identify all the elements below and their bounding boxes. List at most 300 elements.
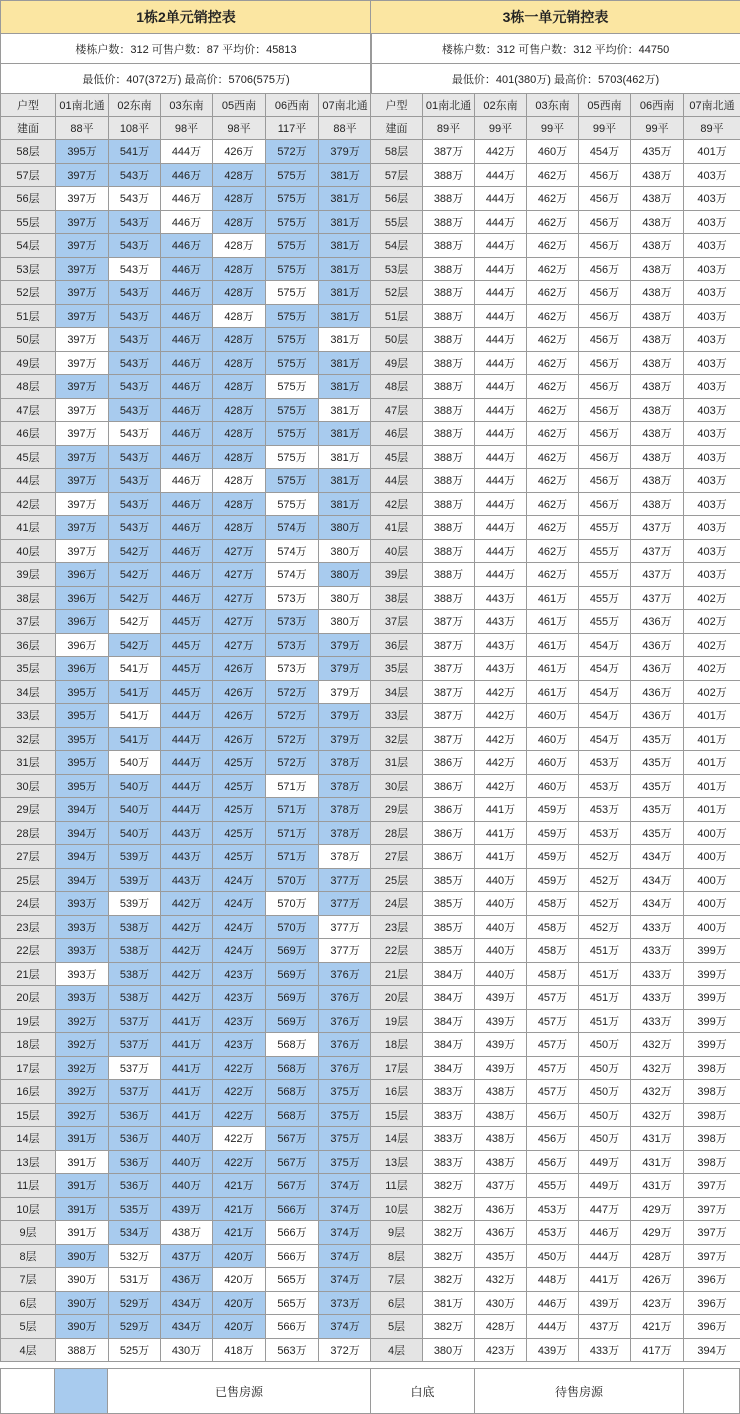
unit-price-sold: 428万 — [213, 328, 266, 352]
unit-price: 459万 — [527, 845, 579, 869]
unit-price-sold: 570万 — [266, 868, 319, 892]
unit-price-sold: 446万 — [161, 304, 213, 328]
unit-price-sold: 569万 — [266, 1009, 319, 1033]
unit-price-sold: 541万 — [109, 680, 161, 704]
unit-price: 444万 — [475, 328, 527, 352]
floor-label: 20层 — [1, 986, 56, 1010]
unit-price: 455万 — [579, 610, 631, 634]
floor-row — [371, 1197, 740, 1221]
unit-price-sold: 529万 — [109, 1315, 161, 1339]
unit-price: 444万 — [475, 281, 527, 305]
unit-price: 455万 — [579, 586, 631, 610]
unit-price: 444万 — [475, 210, 527, 234]
unit-price: 460万 — [527, 704, 579, 728]
unit-price: 461万 — [527, 680, 579, 704]
unit-price: 566万 — [266, 1244, 319, 1268]
unit-price: 388万 — [423, 469, 475, 493]
unit-price-sold: 440万 — [161, 1150, 213, 1174]
unit-price: 459万 — [527, 821, 579, 845]
unit-price: 403万 — [684, 210, 740, 234]
unit-price-sold: 571万 — [266, 845, 319, 869]
unit-price-sold: 425万 — [213, 845, 266, 869]
floor-label: 27层 — [1, 845, 56, 869]
unit-price-sold: 444万 — [161, 704, 213, 728]
floor-row — [1, 1056, 372, 1080]
floor-row — [1, 868, 372, 892]
unit-price-sold: 575万 — [266, 398, 319, 422]
unit-price: 381万 — [423, 1291, 475, 1315]
floor-row — [1, 915, 372, 939]
floor-label: 4层 — [371, 1338, 423, 1362]
floor-row — [1, 492, 372, 516]
unit-price: 440万 — [475, 892, 527, 916]
unit-price-sold: 573万 — [266, 610, 319, 634]
unit-price: 438万 — [475, 1150, 527, 1174]
unit-price: 462万 — [527, 304, 579, 328]
unit-price: 400万 — [684, 821, 740, 845]
floor-row — [1, 1127, 372, 1151]
unit-price-sold: 420万 — [213, 1315, 266, 1339]
unit-price: 447万 — [579, 1197, 631, 1221]
unit-price: 541万 — [109, 657, 161, 681]
unit-price-sold: 393万 — [56, 915, 109, 939]
unit-price: 423万 — [475, 1338, 527, 1362]
unit-price: 384万 — [423, 986, 475, 1010]
unit-price-sold: 441万 — [161, 1080, 213, 1104]
unit-price: 390万 — [56, 1268, 109, 1292]
unit-price-sold: 434万 — [161, 1291, 213, 1315]
unit-price-sold: 575万 — [266, 304, 319, 328]
unit-price-sold: 378万 — [319, 774, 372, 798]
unit-price-sold: 538万 — [109, 986, 161, 1010]
floor-row — [1, 1080, 372, 1104]
unit-price-sold: 542万 — [109, 586, 161, 610]
unit-price: 439万 — [475, 1056, 527, 1080]
unit-price-sold: 381万 — [319, 257, 372, 281]
floor-label: 23层 — [1, 915, 56, 939]
unit-price-sold: 396万 — [56, 586, 109, 610]
floor-row — [1, 210, 372, 234]
unit-price: 461万 — [527, 586, 579, 610]
unit-price: 444万 — [475, 539, 527, 563]
floor-label: 38层 — [371, 586, 423, 610]
legend-blank — [0, 1368, 55, 1414]
unit-price: 444万 — [475, 422, 527, 446]
unit-price: 434万 — [631, 868, 684, 892]
floor-row — [1, 328, 372, 352]
floor-row — [371, 163, 740, 187]
unit-price-sold: 537万 — [109, 1009, 161, 1033]
unit-price: 388万 — [56, 1338, 109, 1362]
floor-row — [371, 328, 740, 352]
unit-price: 444万 — [475, 257, 527, 281]
unit-price-sold: 572万 — [266, 727, 319, 751]
floor-label: 5层 — [1, 1315, 56, 1339]
floor-row — [371, 1150, 740, 1174]
unit-price: 431万 — [631, 1174, 684, 1198]
unit-type-col: 02东南 — [475, 94, 527, 117]
unit-price: 398万 — [684, 1056, 740, 1080]
floor-row — [1, 351, 372, 375]
unit-price-sold: 444万 — [161, 774, 213, 798]
unit-price: 442万 — [475, 140, 527, 164]
unit-price: 391万 — [56, 1221, 109, 1245]
unit-price-sold: 446万 — [161, 163, 213, 187]
unit-price: 382万 — [423, 1221, 475, 1245]
unit-price-sold: 381万 — [319, 304, 372, 328]
floor-row — [371, 821, 740, 845]
area-col: 99平 — [475, 117, 527, 140]
unit-price-sold: 571万 — [266, 821, 319, 845]
unit-price: 428万 — [213, 234, 266, 258]
floor-row — [1, 1315, 372, 1339]
unit-price: 431万 — [631, 1127, 684, 1151]
floor-label: 51层 — [371, 304, 423, 328]
unit-price: 388万 — [423, 234, 475, 258]
unit-price-sold: 540万 — [109, 774, 161, 798]
floor-label: 29层 — [1, 798, 56, 822]
unit-price-sold: 568万 — [266, 1056, 319, 1080]
unit-price-sold: 390万 — [56, 1315, 109, 1339]
unit-price-sold: 374万 — [319, 1221, 372, 1245]
unit-price-sold: 446万 — [161, 257, 213, 281]
unit-price-sold: 442万 — [161, 915, 213, 939]
unit-price-sold: 428万 — [213, 163, 266, 187]
unit-price: 436万 — [475, 1197, 527, 1221]
unit-price: 403万 — [684, 234, 740, 258]
unit-price: 444万 — [475, 469, 527, 493]
unit-price: 543万 — [109, 422, 161, 446]
unit-price-sold: 381万 — [319, 210, 372, 234]
unit-price: 436万 — [631, 657, 684, 681]
floor-row — [371, 351, 740, 375]
unit-price-sold: 543万 — [109, 492, 161, 516]
unit-type-col: 03东南 — [161, 94, 213, 117]
unit-type-col: 03东南 — [527, 94, 579, 117]
unit-price: 456万 — [579, 281, 631, 305]
unit-price: 437万 — [631, 586, 684, 610]
unit-price: 444万 — [475, 304, 527, 328]
unit-price-sold: 542万 — [109, 563, 161, 587]
floor-row — [371, 469, 740, 493]
unit-price: 401万 — [684, 751, 740, 775]
unit-price-sold: 394万 — [56, 868, 109, 892]
unit-price: 437万 — [631, 539, 684, 563]
unit-price: 426万 — [213, 140, 266, 164]
unit-price-sold: 376万 — [319, 1056, 372, 1080]
unit-price-sold: 446万 — [161, 492, 213, 516]
unit-price: 436万 — [475, 1221, 527, 1245]
unit-price: 401万 — [684, 704, 740, 728]
unit-price: 388万 — [423, 328, 475, 352]
unit-price: 394万 — [684, 1338, 740, 1362]
unit-price-sold: 575万 — [266, 257, 319, 281]
unit-price: 444万 — [475, 516, 527, 540]
unit-price: 378万 — [319, 845, 372, 869]
floor-label: 18层 — [371, 1033, 423, 1057]
unit-price: 382万 — [423, 1315, 475, 1339]
floor-label: 50层 — [371, 328, 423, 352]
unit-price-sold: 428万 — [213, 375, 266, 399]
unit-price: 444万 — [475, 375, 527, 399]
unit-price-sold: 446万 — [161, 516, 213, 540]
unit-price-sold: 441万 — [161, 1009, 213, 1033]
unit-price-sold: 391万 — [56, 1174, 109, 1198]
unit-price-sold: 393万 — [56, 939, 109, 963]
unit-price: 403万 — [684, 539, 740, 563]
unit-price: 403万 — [684, 375, 740, 399]
floor-label: 53层 — [371, 257, 423, 281]
unit-price: 436万 — [631, 610, 684, 634]
floor-row — [371, 586, 740, 610]
floor-row — [1, 234, 372, 258]
unit-price: 566万 — [266, 1221, 319, 1245]
area-col: 99平 — [579, 117, 631, 140]
unit-price: 456万 — [579, 422, 631, 446]
unit-price: 426万 — [631, 1268, 684, 1292]
unit-price: 400万 — [684, 868, 740, 892]
unit-price: 384万 — [423, 962, 475, 986]
floor-row — [371, 1033, 740, 1057]
unit-price: 456万 — [579, 351, 631, 375]
unit-price-sold: 381万 — [319, 351, 372, 375]
unit-price-sold: 422万 — [213, 1103, 266, 1127]
unit-price: 438万 — [631, 187, 684, 211]
unit-price: 460万 — [527, 774, 579, 798]
unit-price: 451万 — [579, 1009, 631, 1033]
unit-price-sold: 543万 — [109, 163, 161, 187]
unit-price: 444万 — [475, 234, 527, 258]
unit-type-col: 07南北通 — [684, 94, 740, 117]
unit-price-sold: 395万 — [56, 680, 109, 704]
unit-price: 440万 — [475, 915, 527, 939]
unit-price: 454万 — [579, 727, 631, 751]
unit-price-sold: 534万 — [109, 1221, 161, 1245]
unit-price: 381万 — [319, 328, 372, 352]
floor-row — [1, 469, 372, 493]
unit-price-sold: 397万 — [56, 516, 109, 540]
unit-price-sold: 392万 — [56, 1080, 109, 1104]
unit-price: 450万 — [579, 1127, 631, 1151]
unit-price: 386万 — [423, 774, 475, 798]
floor-label: 56层 — [371, 187, 423, 211]
floor-label: 8层 — [1, 1244, 56, 1268]
floor-label: 19层 — [371, 1009, 423, 1033]
unit-price: 388万 — [423, 492, 475, 516]
unit-price: 397万 — [56, 492, 109, 516]
unit-price: 403万 — [684, 492, 740, 516]
unit-price: 437万 — [631, 516, 684, 540]
floor-label: 50层 — [1, 328, 56, 352]
unit-price: 543万 — [109, 257, 161, 281]
unit-price-sold: 441万 — [161, 1033, 213, 1057]
floor-label: 13层 — [371, 1150, 423, 1174]
unit-price: 428万 — [213, 469, 266, 493]
unit-price-sold: 543万 — [109, 445, 161, 469]
unit-price-sold: 381万 — [319, 422, 372, 446]
unit-price: 457万 — [527, 986, 579, 1010]
unit-price: 438万 — [631, 375, 684, 399]
unit-price: 435万 — [631, 751, 684, 775]
unit-price: 387万 — [423, 610, 475, 634]
unit-price-sold: 446万 — [161, 422, 213, 446]
unit-price: 386万 — [423, 845, 475, 869]
unit-price-sold: 569万 — [266, 962, 319, 986]
unit-price: 403万 — [684, 304, 740, 328]
floor-row — [371, 1244, 740, 1268]
unit-price: 428万 — [213, 304, 266, 328]
unit-price-sold: 440万 — [161, 1127, 213, 1151]
unit-price-sold: 575万 — [266, 234, 319, 258]
unit-price: 442万 — [475, 727, 527, 751]
unit-price-sold: 397万 — [56, 234, 109, 258]
floor-label: 49层 — [1, 351, 56, 375]
unit-price: 382万 — [423, 1244, 475, 1268]
unit-price: 400万 — [684, 892, 740, 916]
unit-price: 397万 — [56, 539, 109, 563]
unit-price-sold: 395万 — [56, 704, 109, 728]
unit-price: 458万 — [527, 962, 579, 986]
floor-row — [371, 187, 740, 211]
floor-label: 32层 — [1, 727, 56, 751]
unit-price: 381万 — [319, 398, 372, 422]
floor-label: 29层 — [371, 798, 423, 822]
floor-label: 51层 — [1, 304, 56, 328]
unit-price: 398万 — [684, 1080, 740, 1104]
unit-price: 383万 — [423, 1150, 475, 1174]
floor-row — [371, 939, 740, 963]
unit-price: 438万 — [475, 1103, 527, 1127]
floor-label: 24层 — [371, 892, 423, 916]
unit-price-sold: 536万 — [109, 1103, 161, 1127]
unit-price: 435万 — [631, 727, 684, 751]
building-3-table — [370, 0, 740, 1362]
floor-row — [1, 563, 372, 587]
floor-row — [1, 657, 372, 681]
floor-label: 28层 — [1, 821, 56, 845]
unit-type-label: 户型 — [1, 94, 56, 117]
unit-price: 462万 — [527, 422, 579, 446]
unit-price: 397万 — [56, 398, 109, 422]
unit-price-sold: 574万 — [266, 516, 319, 540]
unit-price-sold: 442万 — [161, 939, 213, 963]
unit-price: 403万 — [684, 351, 740, 375]
unit-price: 402万 — [684, 633, 740, 657]
floor-row — [1, 1268, 372, 1292]
floor-row — [1, 516, 372, 540]
floor-label: 8层 — [371, 1244, 423, 1268]
floor-row — [371, 1056, 740, 1080]
unit-price: 440万 — [475, 868, 527, 892]
unit-price: 437万 — [475, 1174, 527, 1198]
unit-price: 403万 — [684, 281, 740, 305]
unit-type-col: 06西南 — [631, 94, 684, 117]
unit-price-sold: 575万 — [266, 351, 319, 375]
floor-row — [371, 1174, 740, 1198]
floor-label: 7层 — [1, 1268, 56, 1292]
unit-price-sold: 441万 — [161, 1056, 213, 1080]
right-price-range: 最低价：401(380万) 最高价：5703(462万) — [371, 64, 740, 94]
unit-price-sold: 539万 — [109, 868, 161, 892]
unit-price: 451万 — [579, 962, 631, 986]
unit-price-sold: 374万 — [319, 1244, 372, 1268]
unit-price: 456万 — [579, 445, 631, 469]
unit-price-sold: 538万 — [109, 962, 161, 986]
unit-price: 382万 — [423, 1174, 475, 1198]
unit-price-sold: 543万 — [109, 328, 161, 352]
unit-price: 575万 — [266, 445, 319, 469]
floor-label: 14层 — [1, 1127, 56, 1151]
floor-row — [371, 986, 740, 1010]
unit-price: 396万 — [684, 1291, 740, 1315]
unit-price: 438万 — [631, 351, 684, 375]
floor-label: 17层 — [371, 1056, 423, 1080]
unit-price-sold: 426万 — [213, 704, 266, 728]
floor-label: 11层 — [1, 1174, 56, 1198]
unit-price: 397万 — [56, 328, 109, 352]
unit-price: 402万 — [684, 680, 740, 704]
unit-price-sold: 428万 — [213, 422, 266, 446]
unit-price-sold: 378万 — [319, 798, 372, 822]
unit-price: 388万 — [423, 563, 475, 587]
unit-price-sold: 381万 — [319, 492, 372, 516]
unit-price-sold: 396万 — [56, 610, 109, 634]
unit-price: 440万 — [475, 962, 527, 986]
floor-label: 16层 — [371, 1080, 423, 1104]
unit-type-col: 06西南 — [266, 94, 319, 117]
floor-label: 17层 — [1, 1056, 56, 1080]
unit-price: 384万 — [423, 1056, 475, 1080]
unit-price: 396万 — [56, 633, 109, 657]
unit-price-sold: 397万 — [56, 163, 109, 187]
unit-price-sold: 543万 — [109, 375, 161, 399]
floor-row — [1, 727, 372, 751]
floor-label: 13层 — [1, 1150, 56, 1174]
floor-label: 27层 — [371, 845, 423, 869]
unit-price-sold: 379万 — [319, 633, 372, 657]
unit-price: 432万 — [631, 1080, 684, 1104]
unit-price: 433万 — [631, 1009, 684, 1033]
unit-price: 456万 — [527, 1150, 579, 1174]
unit-price: 401万 — [684, 140, 740, 164]
unit-price-sold: 421万 — [213, 1221, 266, 1245]
floor-row — [371, 1103, 740, 1127]
unit-price-sold: 567万 — [266, 1127, 319, 1151]
unit-price-sold: 397万 — [56, 281, 109, 305]
unit-price-sold: 445万 — [161, 610, 213, 634]
unit-price-sold: 378万 — [319, 751, 372, 775]
unit-price-sold: 424万 — [213, 868, 266, 892]
unit-price-sold: 381万 — [319, 187, 372, 211]
unit-price-sold: 391万 — [56, 1197, 109, 1221]
unit-price-sold: 376万 — [319, 986, 372, 1010]
floor-label: 38层 — [1, 586, 56, 610]
unit-price: 387万 — [423, 140, 475, 164]
floor-label: 44层 — [1, 469, 56, 493]
unit-price: 386万 — [423, 751, 475, 775]
floor-row — [1, 375, 372, 399]
unit-price-sold: 426万 — [213, 680, 266, 704]
unit-price-sold: 392万 — [56, 1056, 109, 1080]
floor-label: 36层 — [1, 633, 56, 657]
floor-label: 6层 — [371, 1291, 423, 1315]
unit-price: 397万 — [684, 1221, 740, 1245]
unit-price: 456万 — [579, 163, 631, 187]
unit-price: 462万 — [527, 563, 579, 587]
floor-row — [1, 281, 372, 305]
unit-price: 421万 — [631, 1315, 684, 1339]
floor-label: 28层 — [371, 821, 423, 845]
